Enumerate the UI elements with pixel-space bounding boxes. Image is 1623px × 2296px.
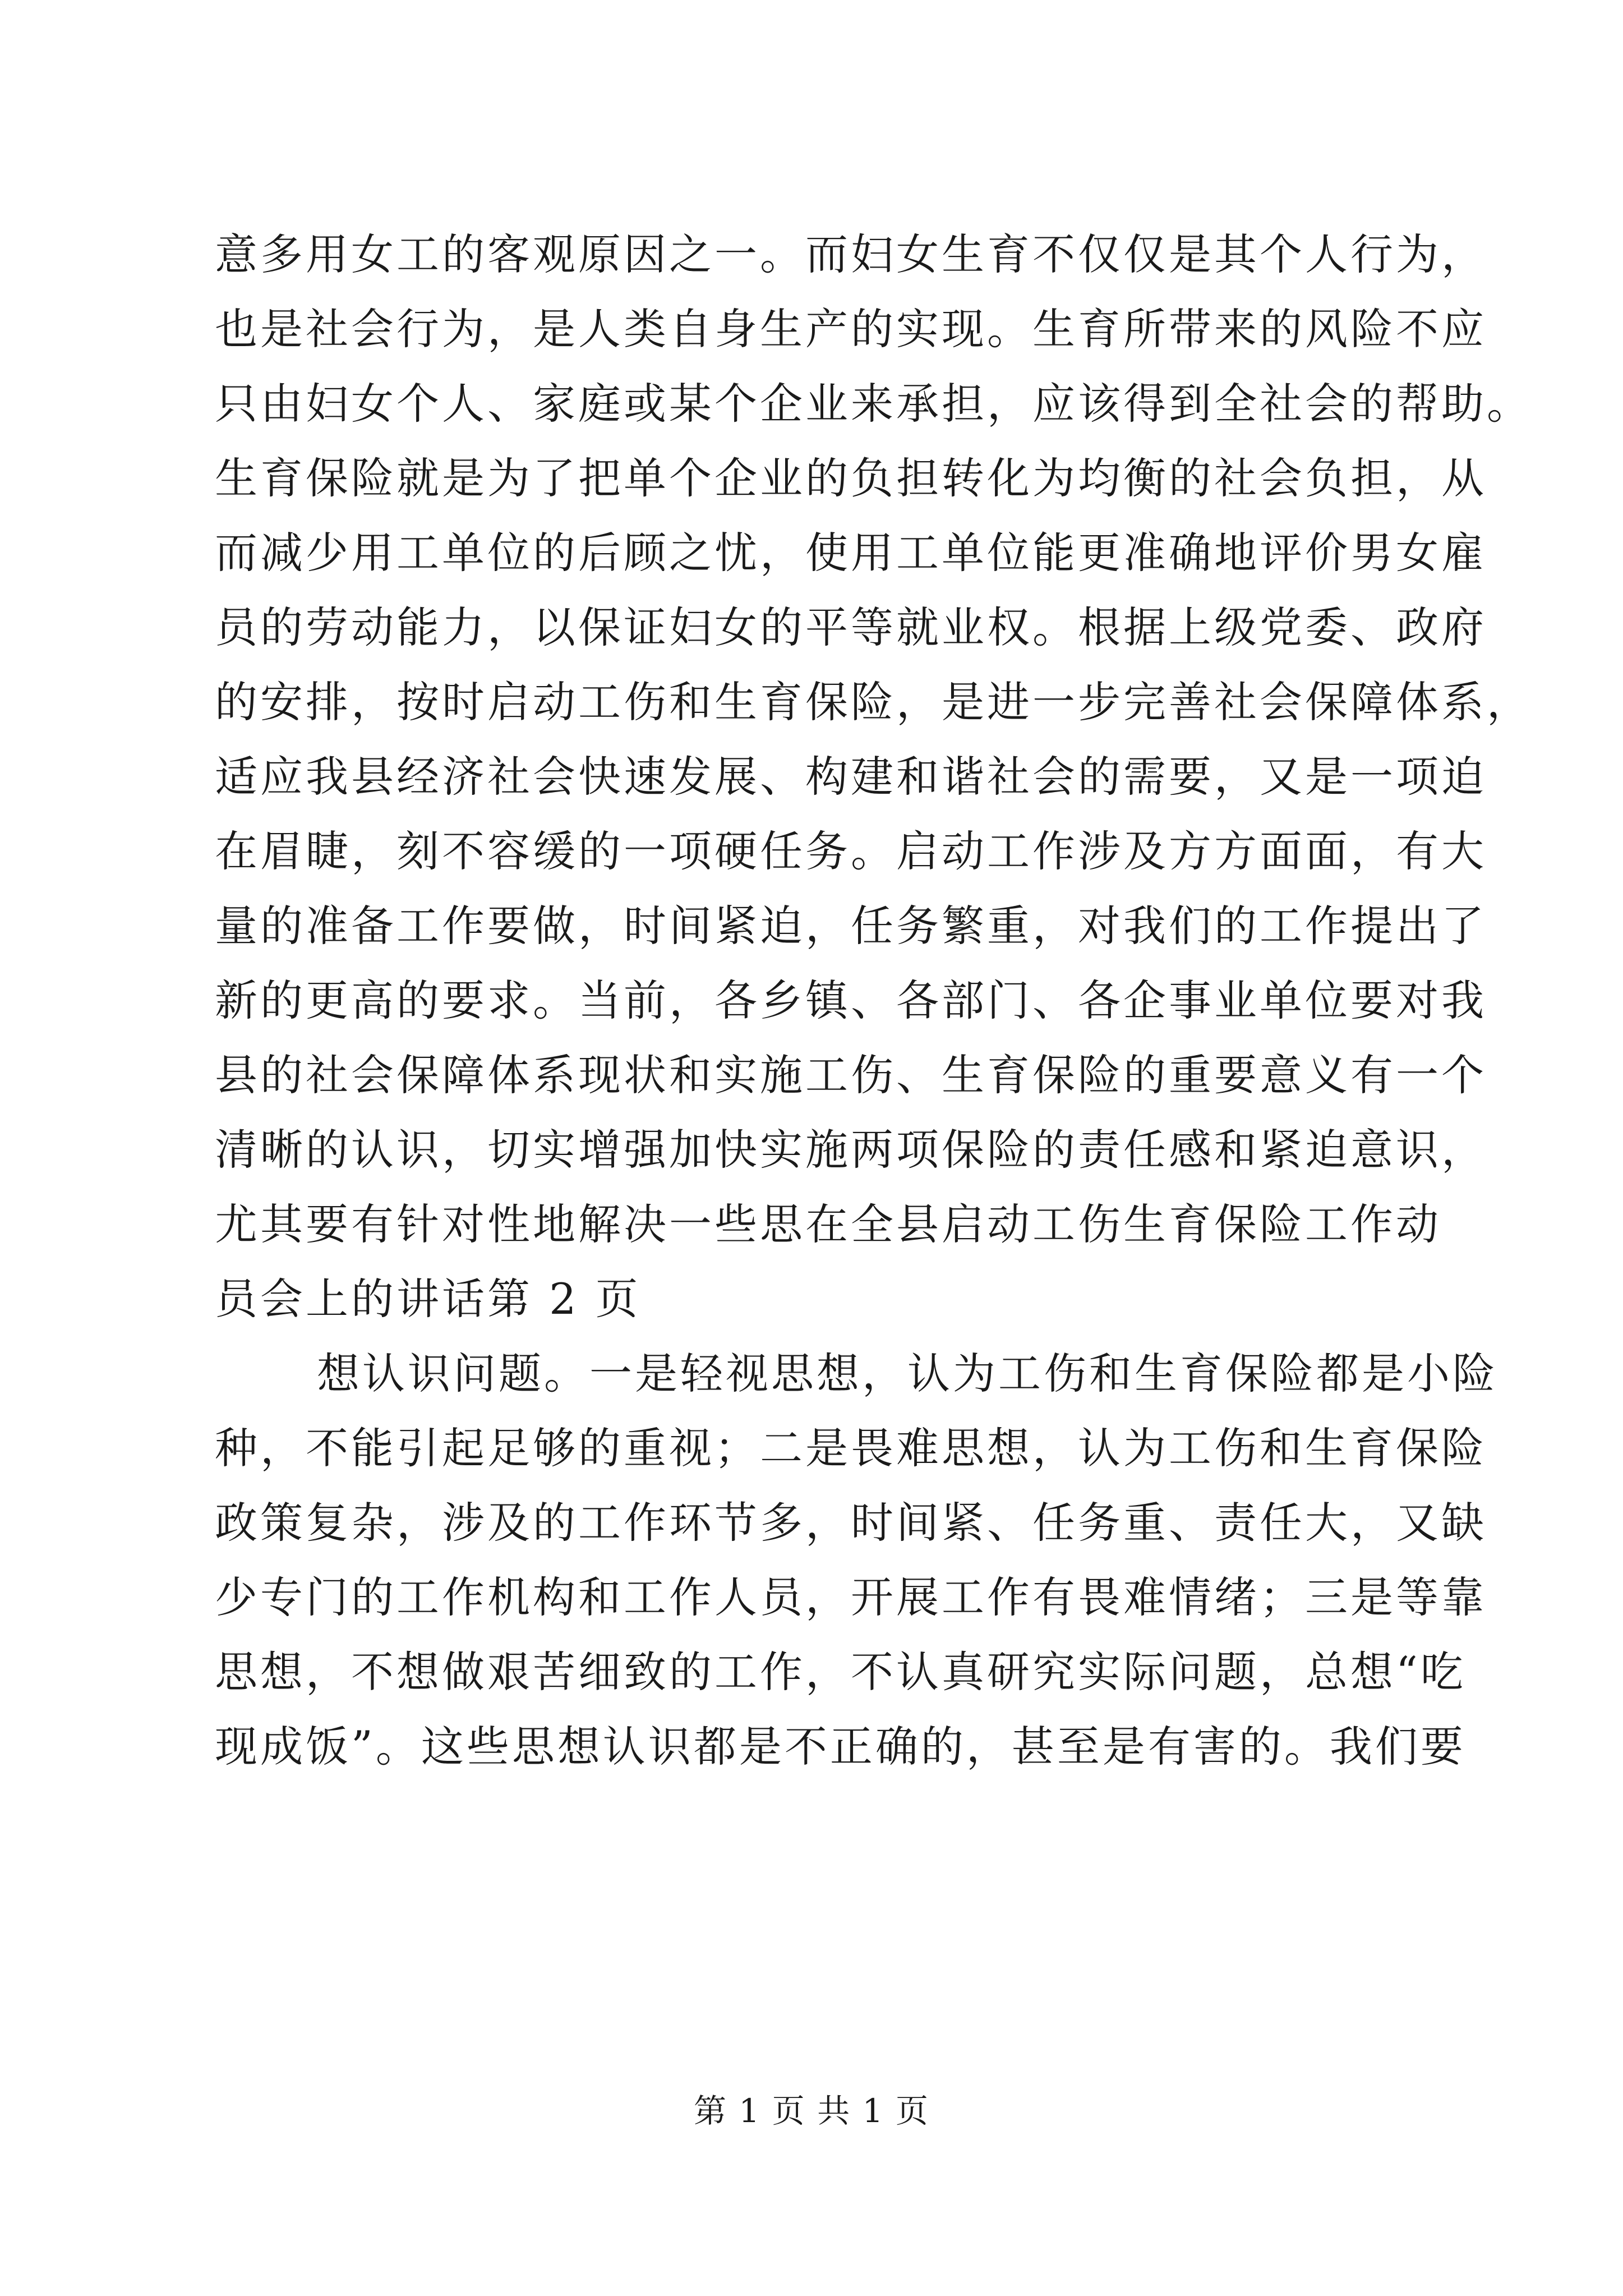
paragraph-2-line: 思想，不想做艰苦细致的工作，不认真研究实际问题，总想“吃 — [215, 1647, 1466, 1697]
paragraph-2-line: 政策复杂，涉及的工作环节多，时间紧、任务重、责任大，又缺 — [215, 1498, 1487, 1548]
paragraph-1-line: 只由妇女个人、家庭或某个企业来承担，应该得到全社会的帮助。 — [215, 379, 1532, 429]
paragraph-1-line: 员的劳动能力，以保证妇女的平等就业权。根据上级党委、政府 — [215, 602, 1487, 652]
paragraph-1-line: 县的社会保障体系现状和实施工伤、生育保险的重要意义有一个 — [215, 1050, 1487, 1100]
paragraph-1-line: 在眉睫，刻不容缓的一项硬任务。启动工作涉及方方面面，有大 — [215, 826, 1487, 876]
paragraph-2-line: 种，不能引起足够的重视；二是畏难思想，认为工伤和生育保险 — [215, 1423, 1487, 1473]
paragraph-1-line: 员会上的讲话第 2 页 — [215, 1274, 641, 1324]
paragraph-2-line: 现成饭”。这些思想认识都是不正确的，甚至是有害的。我们要 — [215, 1722, 1466, 1772]
page-footer: 第 1 页 共 1 页 — [694, 2092, 929, 2130]
paragraph-1-line: 清晰的认识，切实增强加快实施两项保险的责任感和紧迫意识， — [215, 1125, 1487, 1175]
paragraph-1-line: 生育保险就是为了把单个企业的负担转化为均衡的社会负担，从 — [215, 453, 1487, 503]
paragraph-1-line: 尤其要有针对性地解决一些思在全县启动工伤生育保险工作动 — [215, 1199, 1441, 1249]
paragraph-1-line: 的安排，按时启动工伤和生育保险，是进一步完善社会保障体系， — [215, 677, 1532, 727]
paragraph-2-line: 想认识问题。一是轻视思想，认为工伤和生育保险都是小险 — [317, 1349, 1498, 1398]
paragraph-2-line: 少专门的工作机构和工作人员，开展工作有畏难情绪；三是等靠 — [215, 1572, 1487, 1622]
paragraph-1-line: 适应我县经济社会快速发展、构建和谐社会的需要，又是一项迫 — [215, 752, 1487, 802]
paragraph-1-line: 而减少用工单位的后顾之忧，使用工单位能更准确地评价男女雇 — [215, 528, 1487, 578]
paragraph-1-line: 也是社会行为，是人类自身生产的实现。生育所带来的风险不应 — [215, 304, 1487, 354]
paragraph-1-line: 新的更高的要求。当前，各乡镇、各部门、各企事业单位要对我 — [215, 976, 1487, 1025]
paragraph-1-line: 量的准备工作要做，时间紧迫，任务繁重，对我们的工作提出了 — [215, 901, 1487, 951]
paragraph-1-line: 意多用女工的客观原因之一。而妇女生育不仅仅是其个人行为， — [215, 229, 1487, 279]
